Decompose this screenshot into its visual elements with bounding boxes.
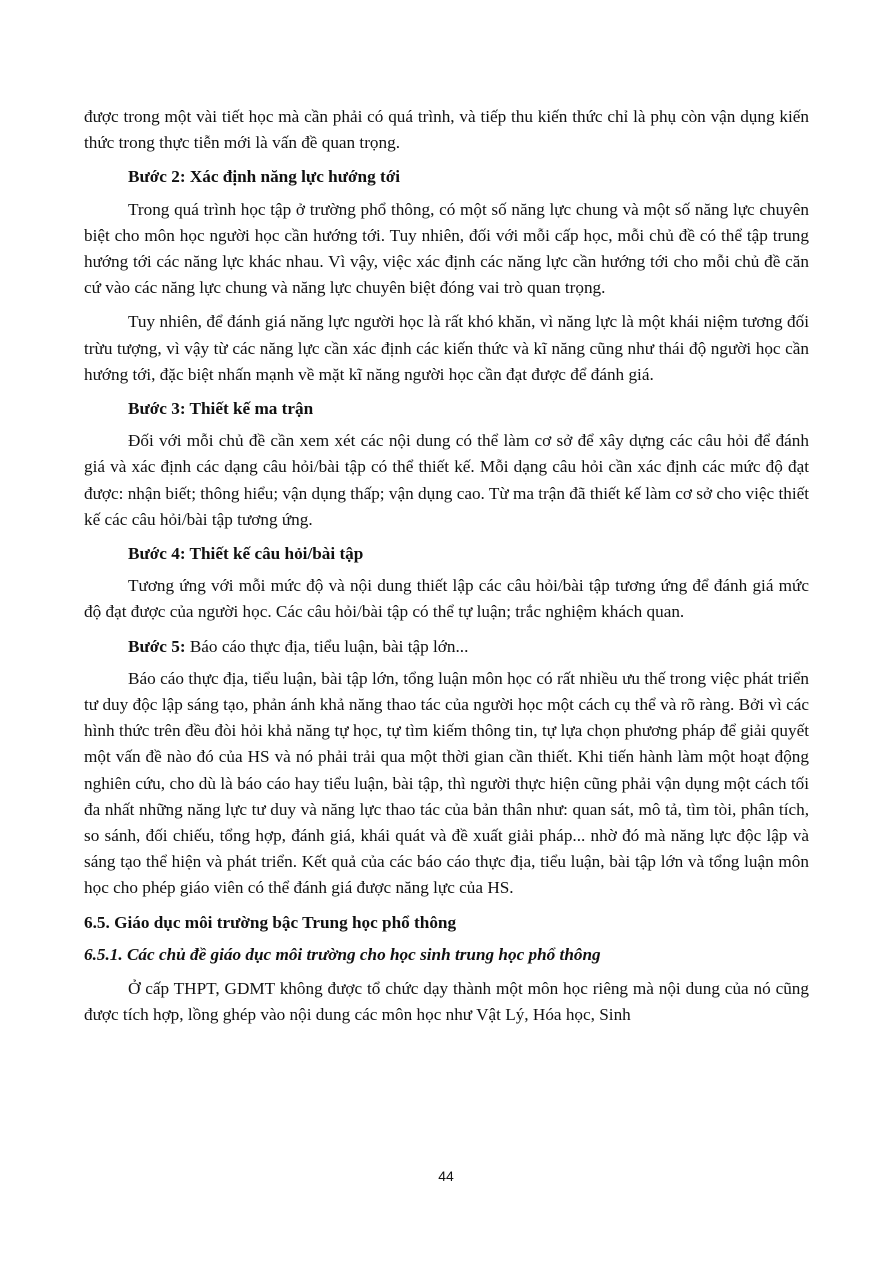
subsection-heading: 6.5.1. Các chủ đề giáo dục môi trường cho học sinh trung học phổ thông — [84, 944, 601, 964]
step-5-heading — [128, 634, 809, 660]
section-heading: 6.5. Giáo dục môi trường bậc Trung học phổ thông — [84, 912, 457, 932]
paragraph-step3: Đối với mỗi chủ đề cần xem xét các nội dung có thể làm cơ sở để xây dựng các câu hỏi để đánh giá và xác định các dạng câu hỏi/bài tập có thể thiết kế. Mỗi dạng câu hỏi cần xác định các mức độ đạt được: nhận biết; thông hiểu; vận dụng thấp; vận dụng cao. Từ ma trận đã thiết kế làm cơ sở cho việc thiết kế các câu hỏi/bài tập tương ứng. — [84, 431, 809, 529]
step-2-title: Bước 2: Xác định năng lực hướng tới — [128, 167, 400, 187]
document-page — [84, 104, 809, 1029]
paragraph-step4: Tương ứng với mỗi mức độ và nội dung thiết lập các câu hỏi/bài tập tương ứng để đánh giá mức độ đạt được của người học. Các câu hỏi/bài tập có thể tự luận; trắc nghiệm khách quan. — [84, 576, 809, 622]
step-4-title: Bước 4: Thiết kế câu hỏi/bài tập — [128, 544, 364, 564]
paragraph-step2-a: Trong quá trình học tập ở trường phổ thông, có một số năng lực chung và một số năng lực chuyên biệt cho môn học người học cần hướng tới. Tuy nhiên, đối với mỗi cấp học, mỗi chủ đề có thể tập trung hướng tới các năng lực khác nhau. Vì vậy, việc xác định các năng lực cần hướng tới cho mỗi chủ đề căn cứ vào các năng lực chung và năng lực chuyên biệt đóng vai trò quan trọng. — [84, 199, 809, 298]
step-4-heading — [128, 541, 809, 567]
step-5-label: Bước 5: — [128, 636, 186, 656]
step-3-title: Bước 3: Thiết kế ma trận — [128, 399, 314, 419]
paragraph-step2-b: Tuy nhiên, để đánh giá năng lực người học là rất khó khăn, vì năng lực là một khái niệm tương đối trừu tượng, vì vậy từ các năng lực cần xác định các kiến thức và kĩ năng cũng như thái độ người học cần hướng tới, đặc biệt nhấn mạnh về mặt kĩ năng người học cần đạt được để đánh giá. — [84, 312, 809, 384]
page-number: 44 — [438, 1168, 454, 1184]
paragraph-thpt: Ở cấp THPT, GDMT không được tổ chức dạy thành một môn học riêng mà nội dung của nó cũng được tích hợp, lồng ghép vào nội dung các môn học như Vật Lý, Hóa học, Sinh — [84, 979, 809, 1025]
step-2-heading — [128, 164, 809, 190]
paragraph-intro: được trong một vài tiết học mà cần phải có quá trình, và tiếp thu kiến thức chỉ là phụ còn vận dụng kiến thức trong thực tiễn mới là vấn đề quan trọng. — [84, 107, 809, 153]
step-5-text: Báo cáo thực địa, tiểu luận, bài tập lớn... — [185, 636, 469, 656]
paragraph-step5: Báo cáo thực địa, tiểu luận, bài tập lớn, tổng luận môn học có rất nhiều ưu thế trong việc phát triển tư duy độc lập sáng tạo, phản ánh khả năng thao tác của người học một cách cụ thể và rõ ràng. Bởi vì các hình thức trên đều đòi hỏi khả năng tự học, tự tìm kiếm thông tin, tự lựa chọn phương pháp để giải quyết một vấn đề nào đó của HS và nó phải trải qua một thời gian cần thiết. Khi tiến hành làm một hoạt động nghiên cứu, cho dù là báo cáo hay tiểu luận, bài tập, thì người thực hiện cũng phải vận dụng một cách tối đa nhất những năng lực tư duy và năng lực thao tác của bản thân như: quan sát, mô tả, tìm tòi, phân tích, so sánh, đối chiếu, tổng hợp, đánh giá, khái quát và đề xuất giải pháp... nhờ đó mà năng lực độc lập và sáng tạo thể hiện và phát triển. Kết quả của các báo cáo thực địa, tiểu luận, bài tập lớn và tổng luận môn học cho phép giáo viên có thể đánh giá được năng lực của HS. — [84, 668, 809, 898]
step-3-heading — [128, 396, 809, 422]
